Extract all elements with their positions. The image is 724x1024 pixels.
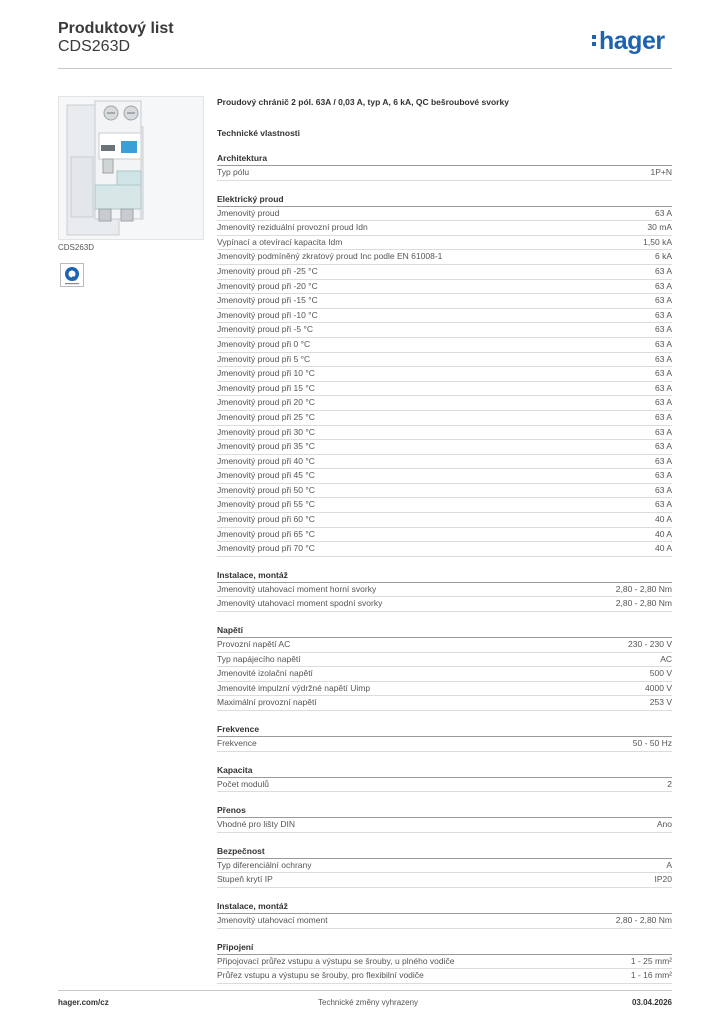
spec-label: Stupeň krytí IP xyxy=(217,874,273,885)
spec-row xyxy=(217,469,672,484)
spec-row xyxy=(217,455,672,470)
spec-row xyxy=(217,737,672,752)
spec-row xyxy=(217,969,672,984)
spec-value: Ano xyxy=(656,819,672,830)
product-image xyxy=(58,96,204,240)
spec-value: IP20 xyxy=(654,874,672,885)
spec-value: 2,80 - 2,80 Nm xyxy=(615,914,672,925)
spec-value: 1,50 kA xyxy=(643,236,672,247)
spec-row xyxy=(217,498,672,513)
spec-row xyxy=(217,396,672,411)
spec-label: Jmenovité impulzní výdržné napětí Uimp xyxy=(217,682,371,693)
spec-label: Jmenovitý proud při 0 °C xyxy=(217,338,311,349)
footer-date: 03.04.2026 xyxy=(631,998,672,1007)
spec-group-title: Napětí xyxy=(217,624,672,638)
spec-value: 63 A xyxy=(654,411,672,422)
spec-row xyxy=(217,528,672,543)
spec-label: Počet modulů xyxy=(217,778,269,789)
spec-value: A xyxy=(666,859,672,870)
footer-disclaimer: Technické změny vyhrazeny xyxy=(318,998,419,1007)
spec-label: Jmenovitý proud při 5 °C xyxy=(217,353,311,364)
spec-value: 253 V xyxy=(649,697,672,708)
spec-value: 2 xyxy=(667,778,672,789)
spec-label: Jmenovitý proud při -20 °C xyxy=(217,280,318,291)
spec-value: 40 A xyxy=(654,528,672,539)
spec-row xyxy=(217,367,672,382)
spec-label: Typ diferenciální ochrany xyxy=(217,859,312,870)
spec-value: 63 A xyxy=(654,470,672,481)
spec-value: 1 - 16 mm² xyxy=(630,970,672,981)
spec-row xyxy=(217,250,672,265)
spec-row xyxy=(217,294,672,309)
spec-row xyxy=(217,221,672,236)
spec-row xyxy=(217,440,672,455)
spec-group-title: Přenos xyxy=(217,804,672,818)
spec-value: 2,80 - 2,80 Nm xyxy=(615,598,672,609)
hager-logo[interactable] xyxy=(592,26,665,56)
spec-label: Jmenovité izolační napětí xyxy=(217,668,313,679)
logo-colon-icon xyxy=(592,26,597,46)
spec-label: Jmenovitý reziduální provozní proud Idn xyxy=(217,222,368,233)
spec-group-title: Kapacita xyxy=(217,764,672,778)
spec-row xyxy=(217,542,672,557)
spec-row xyxy=(217,484,672,499)
spec-label: Jmenovitý proud při -15 °C xyxy=(217,295,318,306)
spec-value: 30 mA xyxy=(647,222,672,233)
specifications-table xyxy=(217,152,672,984)
spec-group-title: Instalace, montáž xyxy=(217,569,672,583)
quality-certification-icon xyxy=(60,263,84,287)
spec-row xyxy=(217,778,672,793)
spec-value: 63 A xyxy=(654,382,672,393)
spec-row xyxy=(217,955,672,970)
spec-row xyxy=(217,513,672,528)
footer-website-link[interactable]: hager.com/cz xyxy=(58,998,109,1007)
spec-label: Jmenovitý proud při 25 °C xyxy=(217,411,315,422)
page-title: Produktový list xyxy=(58,20,174,37)
spec-row xyxy=(217,653,672,668)
spec-value: 63 A xyxy=(654,353,672,364)
spec-group-title: Elektrický proud xyxy=(217,193,672,207)
spec-value: 63 A xyxy=(654,295,672,306)
spec-row xyxy=(217,682,672,697)
spec-label: Provozní napětí AC xyxy=(217,639,291,650)
spec-value: 500 V xyxy=(649,668,672,679)
spec-group-title: Bezpečnost xyxy=(217,845,672,859)
spec-row xyxy=(217,280,672,295)
spec-row xyxy=(217,353,672,368)
spec-value: 1P+N xyxy=(650,167,672,177)
product-content xyxy=(217,96,672,984)
spec-value: 230 - 230 V xyxy=(628,639,672,650)
technical-properties-heading: Technické vlastnosti xyxy=(217,128,300,138)
spec-row xyxy=(217,309,672,324)
spec-value: 63 A xyxy=(654,441,672,452)
spec-value: 6 kA xyxy=(654,251,672,262)
spec-value: 63 A xyxy=(654,397,672,408)
spec-value: 1 - 25 mm² xyxy=(630,955,672,966)
spec-row xyxy=(217,323,672,338)
spec-value: AC xyxy=(660,653,672,664)
spec-label: Jmenovitý podmíněný zkratový proud Inc podle EN 61008-1 xyxy=(217,251,443,262)
spec-row xyxy=(217,873,672,888)
spec-row xyxy=(217,236,672,251)
spec-row xyxy=(217,338,672,353)
spec-row xyxy=(217,426,672,441)
spec-value: 63 A xyxy=(654,484,672,495)
spec-group-title: Frekvence xyxy=(217,723,672,737)
image-caption: CDS263D xyxy=(58,243,95,252)
spec-value: 63 A xyxy=(654,368,672,379)
spec-label: Jmenovitý proud xyxy=(217,207,280,218)
spec-label: Jmenovitý proud při 30 °C xyxy=(217,426,315,437)
spec-value: 63 A xyxy=(654,280,672,291)
spec-row xyxy=(217,166,672,181)
spec-row xyxy=(217,638,672,653)
spec-label: Jmenovitý proud při 45 °C xyxy=(217,470,315,481)
spec-label: Jmenovitý proud při -5 °C xyxy=(217,324,313,335)
spec-label: Jmenovitý utahovací moment xyxy=(217,914,328,925)
product-name: Proudový chránič 2 pól. 63A / 0,03 A, typ A, 6 kA, QC bešroubové svorky xyxy=(217,97,509,107)
spec-label: Jmenovitý proud při -10 °C xyxy=(217,309,318,320)
spec-label: Jmenovitý proud při 40 °C xyxy=(217,455,315,466)
spec-label: Jmenovitý proud při 15 °C xyxy=(217,382,315,393)
spec-label: Jmenovitý proud při 35 °C xyxy=(217,441,315,452)
spec-label: Průřez vstupu a výstupu se šrouby, pro flexibilní vodiče xyxy=(217,970,424,981)
spec-value: 63 A xyxy=(654,338,672,349)
spec-row xyxy=(217,696,672,711)
spec-row xyxy=(217,265,672,280)
spec-row xyxy=(217,859,672,874)
spec-value: 63 A xyxy=(654,455,672,466)
spec-value: 63 A xyxy=(654,309,672,320)
spec-row xyxy=(217,583,672,598)
spec-label: Jmenovitý proud při -25 °C xyxy=(217,265,318,276)
logo-text: hager xyxy=(599,27,665,55)
spec-label: Frekvence xyxy=(217,738,257,748)
spec-label: Jmenovitý proud při 10 °C xyxy=(217,368,315,379)
spec-row xyxy=(217,914,672,929)
spec-group-title: Architektura xyxy=(217,152,672,166)
spec-value: 63 A xyxy=(654,499,672,510)
spec-label: Jmenovitý utahovací moment horní svorky xyxy=(217,583,377,594)
spec-label: Jmenovitý proud při 60 °C xyxy=(217,514,315,525)
spec-label: Vhodné pro lišty DIN xyxy=(217,819,295,830)
spec-value: 63 A xyxy=(654,324,672,335)
spec-value: 63 A xyxy=(654,426,672,437)
spec-value: 63 A xyxy=(654,207,672,218)
spec-label: Jmenovitý proud při 55 °C xyxy=(217,499,315,510)
spec-label: Jmenovitý proud při 65 °C xyxy=(217,528,315,539)
spec-label: Jmenovitý proud při 50 °C xyxy=(217,484,315,495)
spec-label: Připojovací průřez vstupu a výstupu se šrouby, u plného vodiče xyxy=(217,955,455,966)
spec-value: 63 A xyxy=(654,265,672,276)
spec-row xyxy=(217,382,672,397)
spec-row xyxy=(217,818,672,833)
spec-label: Jmenovitý proud při 70 °C xyxy=(217,543,315,554)
spec-row xyxy=(217,207,672,222)
spec-value: 40 A xyxy=(654,514,672,525)
spec-group-title: Instalace, montáž xyxy=(217,900,672,914)
spec-group-title: Připojení xyxy=(217,941,672,955)
product-code: CDS263D xyxy=(58,38,131,55)
spec-value: 40 A xyxy=(654,543,672,554)
spec-label: Typ napájecího napětí xyxy=(217,653,301,664)
spec-label: Typ pólu xyxy=(217,167,250,177)
spec-label: Jmenovitý proud při 20 °C xyxy=(217,397,315,408)
spec-row xyxy=(217,667,672,682)
spec-label: Jmenovitý utahovací moment spodní svorky xyxy=(217,598,383,609)
spec-value: 2,80 - 2,80 Nm xyxy=(615,583,672,594)
spec-value: 4000 V xyxy=(645,682,672,693)
footer-divider xyxy=(58,990,672,991)
spec-value: 50 - 50 Hz xyxy=(632,738,672,748)
circuit-breaker-illustration xyxy=(59,97,203,239)
header-divider xyxy=(58,68,672,69)
spec-label: Vypínací a otevírací kapacita Idm xyxy=(217,236,343,247)
spec-label: Maximální provozní napětí xyxy=(217,697,317,708)
spec-row xyxy=(217,597,672,612)
spec-row xyxy=(217,411,672,426)
